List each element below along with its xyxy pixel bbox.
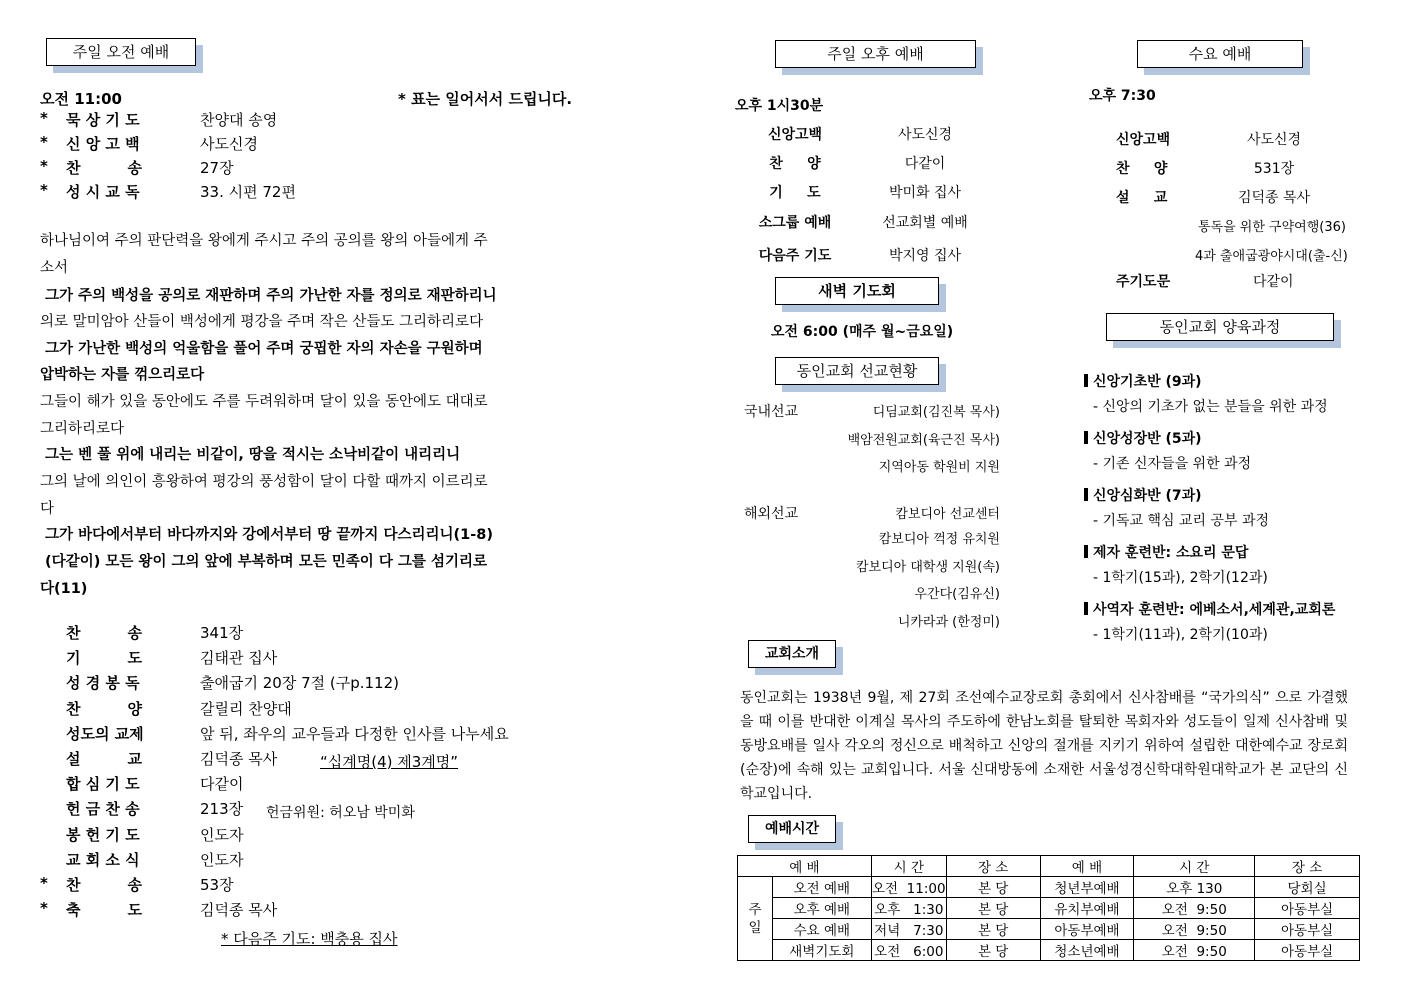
order-value: 27장 — [200, 159, 234, 177]
reading-line: (다같이) 모든 왕이 그의 앞에 부복하며 모든 민족이 다 그를 섬기리로 — [40, 554, 487, 570]
training-course-desc: - 1학기(15과), 2학기(12과) — [1093, 570, 1268, 586]
order-label: 기 도 — [66, 649, 142, 668]
wednesday-item-value: 531장 — [1253, 161, 1295, 177]
overseas-mission-item: 니카라과 (한정미) — [897, 615, 1000, 630]
order-label: 신 앙 고 백 — [66, 135, 140, 153]
schedule-cell: 오전 예배 — [772, 877, 871, 898]
dawn-prayer-header: 새벽 기도회 — [775, 277, 939, 305]
schedule-cell: 오후 1:30 — [871, 898, 946, 919]
schedule-col-time: 시 간 — [871, 856, 946, 877]
afternoon-item-label: 다음주 기도 — [758, 248, 832, 264]
order-value: 앞 뒤, 좌우의 교우들과 다정한 인사를 나누세요 — [200, 724, 509, 743]
training-course-name: 신앙성장반 (5과) — [1093, 431, 1202, 447]
bullet-marker-icon — [1084, 545, 1088, 558]
order-label: 설 교 — [66, 750, 142, 768]
training-course-title — [1084, 428, 1202, 448]
bullet-marker-icon — [1084, 374, 1088, 387]
overseas-mission-item: 캄보디아 선교센터 — [895, 507, 1000, 522]
schedule-cell: 본 당 — [946, 898, 1040, 919]
reading-line: 다 — [40, 501, 55, 517]
wednesday-item-label: 찬 양 — [1116, 161, 1168, 177]
schedule-cell: 청소년예배 — [1040, 940, 1134, 961]
schedule-header: 예배시간 — [748, 815, 836, 843]
schedule-cell: 오전 9:50 — [1134, 940, 1255, 961]
schedule-cell: 본 당 — [946, 940, 1040, 961]
morning-service-time: 오전 11:00 — [40, 90, 122, 108]
training-course-title — [1084, 599, 1335, 619]
training-course-name: 신앙기초반 (9과) — [1093, 374, 1202, 390]
order-value: 53장 — [200, 876, 234, 894]
order-value: 김덕종 목사 — [200, 901, 278, 920]
training-course-name: 제자 훈련반: 소요리 문답 — [1093, 545, 1249, 561]
schedule-row — [738, 898, 1360, 919]
training-course-desc: - 신앙의 기초가 없는 분들을 위한 과정 — [1093, 399, 1328, 415]
training-header: 동인교회 양육과정 — [1106, 313, 1334, 341]
order-star: * — [40, 181, 48, 199]
order-value: 김덕종 목사 — [200, 750, 278, 768]
afternoon-item-value: 박지영 집사 — [888, 248, 962, 264]
order-value: 출애굽기 20장 7절 (구p.112) — [200, 674, 399, 693]
reading-line: 하나님이여 주의 판단력을 왕에게 주시고 주의 공의를 왕의 아들에게 주 — [40, 233, 488, 249]
schedule-cell: 본 당 — [946, 919, 1040, 940]
order-value: 김태관 집사 — [200, 649, 278, 668]
bullet-marker-icon — [1084, 602, 1088, 615]
schedule-cell: 오전 11:00 — [871, 877, 946, 898]
schedule-cell: 당회실 — [1255, 877, 1360, 898]
order-label: 찬 양 — [66, 699, 142, 718]
order-label: 찬 송 — [66, 876, 142, 894]
reading-line: 그의 날에 의인이 흥왕하여 평강의 풍성함이 달이 다할 때까지 이르리로 — [40, 474, 488, 490]
lords-prayer-label: 주기도문 — [1116, 274, 1171, 290]
bullet-marker-icon — [1084, 431, 1088, 444]
afternoon-item-label: 신앙고백 — [767, 127, 823, 143]
domestic-mission-label: 국내선교 — [744, 404, 799, 420]
afternoon-item-value: 사도신경 — [897, 127, 953, 143]
order-star: * — [40, 133, 48, 151]
schedule-row — [738, 940, 1360, 961]
reading-line: 그리하리로다 — [40, 421, 125, 437]
sermon-title: “십계명(4) 제3계명” — [320, 753, 459, 771]
schedule-cell: 아동부예배 — [1040, 919, 1134, 940]
morning-service-header: 주일 오전 예배 — [46, 38, 196, 66]
schedule-cell: 수요 예배 — [772, 919, 871, 940]
training-course-name: 신앙심화반 (7과) — [1093, 488, 1202, 504]
training-course-title — [1084, 542, 1248, 562]
schedule-cell: 아동부실 — [1255, 898, 1360, 919]
schedule-table — [737, 855, 1360, 961]
reading-line: 그가 주의 백성을 공의로 재판하며 주의 가난한 자를 정의로 재판하리니 — [40, 288, 497, 304]
wednesday-service-time: 오후 7:30 — [1089, 88, 1156, 104]
reading-line: 압박하는 자를 꺾으리로다 — [40, 367, 205, 383]
order-label: 찬 송 — [66, 159, 142, 177]
schedule-cell: 저녁 7:30 — [871, 919, 946, 940]
overseas-mission-item: 캄보디아 꺽정 유치원 — [878, 532, 1000, 547]
schedule-cell: 아동부실 — [1255, 940, 1360, 961]
order-label: 성 경 봉 독 — [66, 674, 140, 693]
order-label: 성도의 교제 — [66, 724, 144, 743]
training-course-desc: - 기존 신자들을 위한 과정 — [1093, 456, 1252, 472]
order-label: 축 도 — [66, 901, 142, 920]
dawn-prayer-time: 오전 6:00 (매주 월~금요일) — [771, 324, 954, 340]
order-label: 성 시 교 독 — [66, 183, 140, 201]
wednesday-item-value: 김덕종 목사 — [1237, 190, 1311, 206]
order-star: * — [40, 874, 48, 892]
training-course-desc: - 1학기(11과), 2학기(10과) — [1093, 627, 1268, 643]
schedule-col-service-2: 예 배 — [1040, 856, 1134, 877]
afternoon-item-label: 기 도 — [769, 185, 821, 201]
afternoon-service-time: 오후 1시30분 — [735, 98, 824, 114]
reading-line: 그가 가난한 백성의 억울함을 풀어 주며 궁핍한 자의 자손을 구원하며 — [40, 341, 483, 357]
order-star: * — [40, 899, 48, 918]
offering-note: 헌금위원: 허오남 박미화 — [266, 805, 415, 821]
schedule-cell: 유치부예배 — [1040, 898, 1134, 919]
afternoon-item-value: 다같이 — [904, 156, 946, 172]
overseas-mission-item: 캄보디아 대학생 지원(속) — [856, 560, 1000, 575]
overseas-mission-item: 우간다(김유신) — [914, 587, 1000, 602]
training-course-desc: - 기독교 핵심 교리 공부 과정 — [1093, 513, 1270, 529]
schedule-header-row — [738, 856, 1360, 877]
domestic-mission-item: 지역아동 학원비 지원 — [878, 460, 1000, 475]
afternoon-item-label: 찬 양 — [769, 156, 821, 172]
order-value: 인도자 — [200, 825, 244, 844]
reading-line: 다(11) — [40, 581, 88, 597]
wednesday-sermon-line-2: 4과 출애굽광야시대(출-신) — [1195, 249, 1348, 264]
order-label: 합 심 기 도 — [66, 775, 140, 794]
schedule-cell: 새벽기도회 — [772, 940, 871, 961]
reading-line: 그가 바다에서부터 바다까지와 강에서부터 땅 끝까지 다스리리니(1-8) — [40, 527, 493, 543]
order-value: 인도자 — [200, 850, 244, 869]
order-star: * — [40, 157, 48, 175]
order-star: * — [40, 109, 48, 127]
wednesday-item-label: 설 교 — [1116, 190, 1168, 206]
reading-line: 의로 말미암아 산들이 백성에게 평강을 주며 작은 산들도 그리하리로다 — [40, 314, 484, 330]
order-value: 갈릴리 찬양대 — [200, 699, 292, 718]
schedule-cell: 본 당 — [946, 877, 1040, 898]
mission-header: 동인교회 선교현황 — [775, 357, 939, 385]
afternoon-item-value: 박미화 집사 — [888, 185, 962, 201]
order-label: 교 회 소 식 — [66, 850, 140, 869]
schedule-cell: 오후 예배 — [772, 898, 871, 919]
wednesday-sermon-line-1: 통독을 위한 구약여행(36) — [1198, 220, 1346, 235]
church-intro-header: 교회소개 — [748, 640, 836, 668]
next-prayer-note: * 다음주 기도: 백충용 집사 — [221, 930, 398, 948]
order-label: 찬 송 — [66, 624, 142, 642]
domestic-mission-item: 디딤교회(김진복 목사) — [872, 405, 1000, 420]
order-value: 33. 시편 72편 — [200, 183, 296, 201]
lords-prayer-value: 다같이 — [1253, 274, 1294, 290]
schedule-col-place: 장 소 — [946, 856, 1040, 877]
order-value: 찬양대 송영 — [200, 111, 278, 129]
order-value: 213장 — [200, 800, 244, 819]
schedule-col-time-2: 시 간 — [1134, 856, 1255, 877]
schedule-cell: 오전 6:00 — [871, 940, 946, 961]
order-value: 341장 — [200, 624, 244, 642]
order-label: 헌 금 찬 송 — [66, 800, 140, 819]
order-value: 다같이 — [200, 775, 244, 794]
reading-line: 그들이 해가 있을 동안에도 주를 두려워하며 달이 있을 동안에도 대대로 — [40, 394, 488, 410]
schedule-row — [738, 919, 1360, 940]
schedule-cell: 오전 9:50 — [1134, 898, 1255, 919]
training-course-title — [1084, 485, 1202, 505]
order-label: 봉 헌 기 도 — [66, 825, 140, 844]
church-intro-text: 동인교회는 1938년 9월, 제 27회 조선예수교장로회 총회에서 신사참배를 “국가의식” 으로 가결했을 때 이를 반대한 이계실 목사의 주도하에 한남노회를 탈퇴한 목회자와 성도들이 일제 신사참배 및 동방요배를 일사 각오의 정신으로 배척하고 신앙의 절개를 지키기 위하여 설립한 대한예수교 장로회(순장)에 속해 있는 교회입니다. 서울 신대방동에 소재한 서울성경신학대학원대학교가 본 교단의 신학교입니다. — [740, 690, 1348, 802]
schedule-row — [738, 877, 1360, 898]
wednesday-service-header: 수요 예배 — [1137, 40, 1303, 68]
stand-note: * 표는 일어서서 드립니다. — [398, 90, 573, 108]
overseas-mission-label: 해외선교 — [744, 506, 799, 522]
training-course-title — [1084, 371, 1202, 391]
schedule-cell: 오후 130 — [1134, 877, 1255, 898]
afternoon-item-label: 소그룹 예배 — [758, 215, 832, 231]
schedule-cell: 오전 9:50 — [1134, 919, 1255, 940]
reading-line: 그는 벤 풀 위에 내리는 비같이, 땅을 적시는 소낙비같이 내리리니 — [40, 447, 461, 463]
schedule-cell: 아동부실 — [1255, 919, 1360, 940]
afternoon-item-value: 선교회별 예배 — [882, 215, 968, 231]
training-course-name: 사역자 훈련반: 에베소서,세계관,교회론 — [1093, 602, 1336, 618]
bullet-marker-icon — [1084, 488, 1088, 501]
schedule-col-place-2: 장 소 — [1255, 856, 1360, 877]
schedule-cell: 청년부예배 — [1040, 877, 1134, 898]
schedule-side-label: 주일 — [738, 877, 773, 961]
wednesday-item-label: 신앙고백 — [1116, 132, 1171, 148]
wednesday-item-value: 사도신경 — [1246, 132, 1302, 148]
schedule-col-service: 예 배 — [738, 856, 872, 877]
domestic-mission-item: 백암전원교회(육근진 목사) — [847, 433, 1000, 448]
order-label: 묵 상 기 도 — [66, 111, 140, 129]
reading-line: 소서 — [40, 260, 69, 276]
afternoon-service-header: 주일 오후 예배 — [775, 40, 976, 68]
order-value: 사도신경 — [200, 135, 258, 153]
